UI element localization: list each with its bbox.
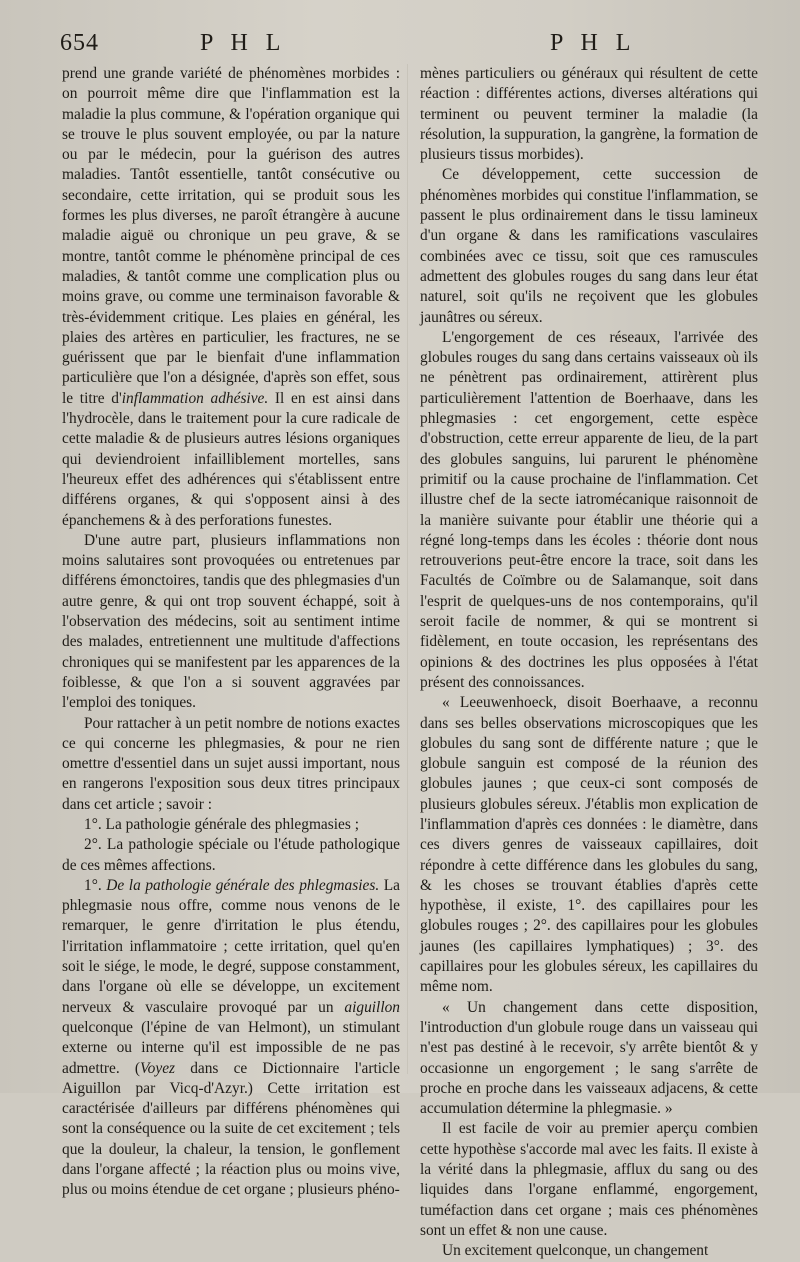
paragraph: D'une autre part, plusieurs inflammations non moins salutaires sont provoquées ou entretenues par différens émonctoires, tandis que des phlegmasies d'un autre genre, & qui ont trop souvent échappé, soit à l'observation des médecins, soit au sentiment intime des malades, entretiennent une multitude d'affections chroniques qui se manifestent par les apparences de la foiblesse, & que l'on a si souvent aggravées par l'emploi des toniques. <box>62 531 401 712</box>
column-gutter <box>407 64 408 1074</box>
list-item: 2°. La pathologie spéciale ou l'étude pathologique de ces mêmes affections. <box>62 836 400 874</box>
paragraph: mènes particuliers ou généraux qui résultent de cette réaction : différentes actions, diverses altérations qui terminent ou peuvent terminer la maladie (la résolution, la suppuration, la gangrène, la formation de plusieurs tissus morbides). <box>420 65 758 164</box>
paragraph <box>62 64 400 531</box>
right-column <box>420 64 758 1262</box>
section-paragraph <box>62 876 400 1201</box>
page-header <box>60 30 760 60</box>
quote-paragraph: « Leeuwenhoeck, disoit Boerhaave, a reconnu dans ses belles observations microscopiques que les globules du sang sont de différente nature ; que le globule sanguin est composé de la réunion des globules jaunes ; que ceux-ci sont composés de plusieurs globules séreux. J'établis mon explication de l'inflammation d'après ces données : le diamètre, dans ces divers genres de vaisseaux capillaires, doit répondre à cette différence dans les globules du sang, & les choses se trouvant établies d'après cette hypothèse, il existe, 1°. des capillaires pour les globules rouges ; 2°. des capillaires pour les globules jaunes (les capillaires lymphatiques) ; 3°. des capillaires pour les globules séreux, les capillaires du même nom. <box>420 694 758 996</box>
paragraph-text: prend une grande variété de phénomènes morbides : on pourroit même dire que l'inflammation est la maladie la plus commune, & l'opération organique qui se trouve le plus souvent employée, ou par la nature ou par le médecin, pour la guérison des autres maladies. Tantôt essentielle, tantôt consécutive ou secondaire, cette irritation, qui se produit sous les formes les plus diverses, ne paroît étrangère à aucune maladie aiguë ou chronique un peu grave, & se montre, tantôt comme le phénomène principal de ces maladies, & tantôt comme une complication plus ou moins grave, ou comme une terminaison favorable & très-évidemment critique. Les plaies en général, les plaies des artères en particulier, les fractures, ne se guérissent que par le bienfait d'une inflammation particulière que l'on a désignée, d'après son effet, sous le titre d' <box>62 65 400 407</box>
paragraph: Ce développement, cette succession de phénomènes morbides qui constitue l'inflammation, se passent le plus ordinairement dans le tissu lamineux d'un organe & dans les ramifications vasculaires combinées avec ce tissu, soit que ces ramuscules admettent des globules rouges du sang dans leur état naturel, soit qu'ils ne reçoivent que les globules jaunâtres ou séreux. <box>420 166 758 326</box>
paragraph-text: quelconque (l'épine de van Helmont), un stimulant externe ou interne qu'il est impossible de ne pas admettre. ( <box>62 1018 400 1077</box>
italic-term: aiguillon <box>344 998 400 1016</box>
paragraph-text: La phlegmasie nous offre, comme nous venons de le remarquer, le genre d'irritation le plus étendu, l'irritation inflammatoire ; cette irritation, quel qu'en soit le siége, le mode, le degré, suppose constamment, dans l'organe où elle se développe, un excitement nerveux & vasculaire provoqué par un <box>62 876 400 1016</box>
section-title: De la pathologie générale des phlegmasies. <box>101 876 380 894</box>
left-column <box>62 64 400 1201</box>
page-number: 654 <box>60 30 99 56</box>
paragraph: Pour rattacher à un petit nombre de notions exactes ce qui concerne les phlegmasies, & pour ne rien omettre d'essentiel dans un sujet aussi important, nous en rangerons l'exposition sous deux titres principaux dans cet article ; savoir : <box>62 714 400 813</box>
paragraph-text: Il en est ainsi dans l'hydrocèle, dans le traitement pour la cure radicale de cette maladie & de plusieurs autres lésions organiques qui deviendroient infailliblement mortelles, sans l'heureux effet des adhérences qui s'établissent entre différens organes, & qui s'opposent ainsi à des épanchemens & à des perforations funestes. <box>62 389 400 529</box>
paragraph-text: dans ce Dictionnaire l'article Aiguillon par Vicq-d'Azyr.) Cette irritation est caractérisée d'ailleurs par différens phénomènes qui sont la conséquence ou la suite de cet excitement ; tels que la douleur, la chaleur, la tension, le gonflement dans l'organe affecté ; la réaction plus ou moins vive, plus ou moins étendue de cet organe ; plusieurs phéno- <box>62 1059 400 1199</box>
running-head-left: P H L <box>200 30 287 56</box>
paragraph: Il est facile de voir au premier aperçu combien cette hypothèse s'accorde mal avec les faits. Il existe à la vérité dans la phlegmasie, afflux du sang ou des liquides dans l'organe enflammé, engorgement, tuméfaction dans cet organe ; mais ces phénomènes sont un effet & non une cause. <box>420 1120 758 1239</box>
paragraph: L'engorgement de ces réseaux, l'arrivée des globules rouges du sang dans certains vaisseaux où ils ne pénètrent pas ordinairement, attirèrent plus particulièrement l'attention de Boerhaave, dans les phlegmasies : cet engorgement, cette espèce d'obstruction, cette erreur apparente de lieu, de la part des globules sanguins, lui parurent le phénomène primitif ou la cause prochaine de l'inflammation. Cet illustre chef de la secte iatromécanique raisonnoit de la manière suivante pour établir une théorie qui a régné long-temps dans les écoles : théorie dont nous retrouverions peut-être encore la trace, soit dans les Facultés de Coïmbre ou de Salamanque, soit dans l'esprit de quelques-uns de nos contemporains, qu'il seroit facile de nommer, & qui se montrent si fidèlement, en toute occasion, les représentans des opinions & des doctrines les plus opposées à l'état présent des connoissances. <box>420 328 758 691</box>
section-number: 1°. <box>84 876 102 894</box>
italic-term: Voyez <box>139 1059 176 1077</box>
running-head-right: P H L <box>550 30 637 56</box>
list-item: 1°. La pathologie générale des phlegmasies ; <box>84 815 359 833</box>
quote-paragraph: « Un changement dans cette disposition, l'introduction d'un globule rouge dans un vaisseau qui n'est pas destiné à le recevoir, s'y arrête bientôt & y occasionne un engorgement ; le sang s'arrête de proche en proche dans les vaisseaux adjacens, & cette accumulation détermine la phlegmasie. » <box>420 998 758 1118</box>
italic-term: inflammation adhésive. <box>121 389 269 407</box>
paragraph: Un excitement quelconque, un changement <box>442 1242 709 1260</box>
